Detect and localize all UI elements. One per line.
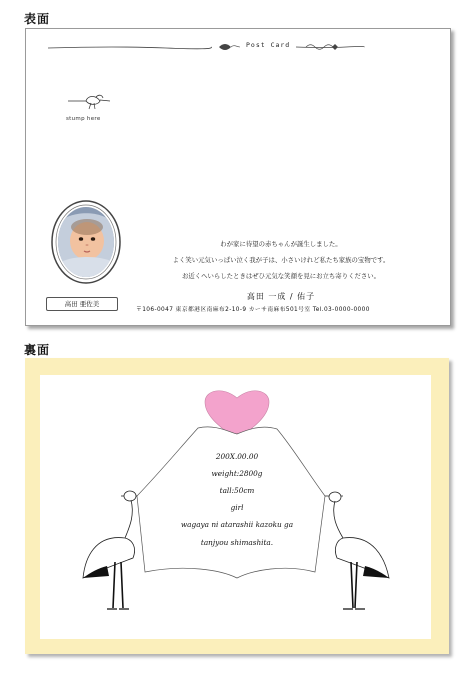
- message-line-2: よく笑い元気いっぱい泣く我が子は、小さいけれど私たち家族の宝物です。: [172, 256, 390, 264]
- bird-icon: [66, 91, 116, 111]
- message-line-1: わが家に待望の赤ちゃんが誕生しました。: [220, 240, 342, 248]
- baby-photo: [50, 199, 122, 285]
- postcard-header-ornament: [26, 29, 450, 69]
- announcement-line-1: wagaya ni atarashii kazoku ga: [180, 520, 294, 529]
- sender-address: 〒106-0047 東京都港区南麻布2-10-9 カーサ南麻布501号室 Tel.03-0000-0000: [136, 307, 370, 313]
- announcement-line-2: tanjyou shimashita.: [200, 538, 274, 547]
- baby-gender: girl: [230, 503, 244, 512]
- birth-height: tall:50cm: [219, 486, 255, 495]
- stamp-label: stump here: [66, 116, 101, 122]
- postcard-title: Post Card: [246, 41, 291, 49]
- birth-date: 200X.00.00: [215, 452, 259, 461]
- back-side-label: 裏面: [24, 343, 51, 357]
- birth-weight: weight:2800g: [211, 469, 263, 478]
- photo-name-plate: 高田 亜佐美: [46, 297, 118, 311]
- sender-names: 高田 一成 / 佑子: [246, 292, 316, 301]
- message-line-3: お近くへいらしたときはぜひ元気な笑顔を見にお立ち寄りください。: [181, 272, 381, 280]
- front-side-label: 表面: [24, 12, 51, 26]
- postcard-back: [25, 358, 449, 654]
- postcard-front: [25, 28, 451, 326]
